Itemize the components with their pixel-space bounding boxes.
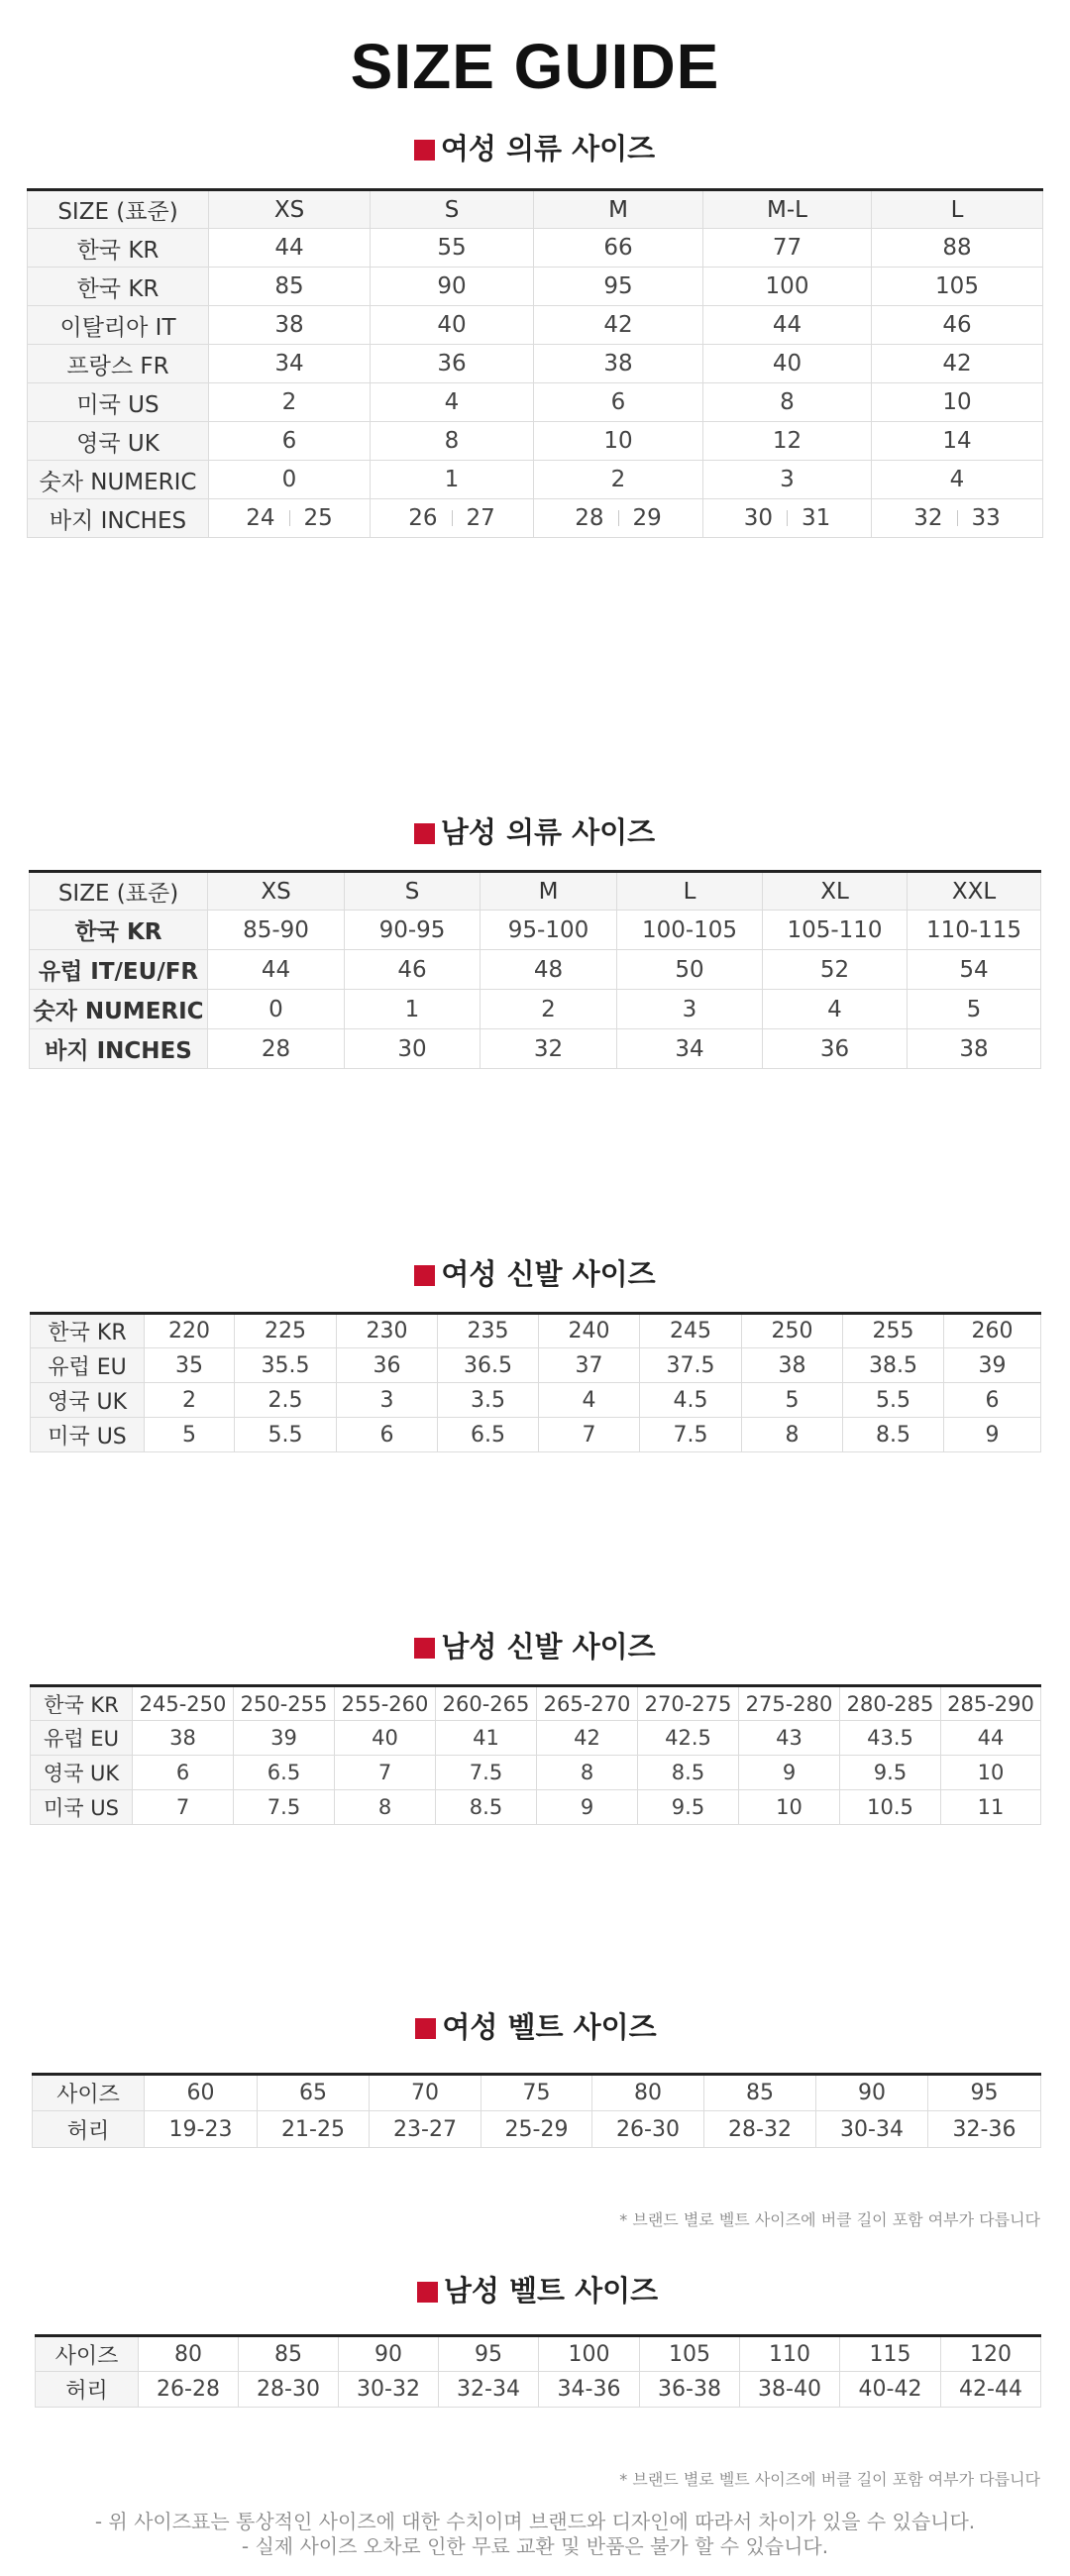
size-cell: 9 bbox=[944, 1418, 1041, 1452]
size-cell: 21-25 bbox=[258, 2111, 370, 2148]
size-cell: 90 bbox=[816, 2075, 928, 2111]
size-cell: 42 bbox=[872, 345, 1043, 383]
size-cell: 38 bbox=[742, 1348, 843, 1383]
size-cell: 90 bbox=[339, 2336, 439, 2372]
men-clothing-heading bbox=[29, 810, 1040, 854]
size-cell: 100 bbox=[539, 2336, 640, 2372]
divider bbox=[618, 510, 619, 526]
size-cell: 32-36 bbox=[928, 2111, 1041, 2148]
size-cell: 6 bbox=[337, 1418, 438, 1452]
size-cell: 42.5 bbox=[638, 1721, 739, 1756]
women-belt-heading bbox=[32, 2005, 1040, 2049]
table-row bbox=[36, 2372, 1041, 2408]
size-cell: 105 bbox=[872, 268, 1043, 306]
column-header-cell: M bbox=[534, 190, 703, 229]
size-cell: 9.5 bbox=[840, 1756, 941, 1790]
size-cell: 6 bbox=[133, 1756, 234, 1790]
section-heading-text: 여성 신발 사이즈 bbox=[441, 1257, 656, 1291]
inches-value: 28 bbox=[575, 505, 604, 531]
row-label-cell: 바지 INCHES bbox=[30, 1029, 208, 1069]
table-row bbox=[28, 268, 1043, 306]
row-label-cell: 영국 UK bbox=[31, 1756, 133, 1790]
table-row bbox=[33, 2111, 1041, 2148]
size-cell: 220 bbox=[145, 1314, 235, 1348]
column-header-cell: S bbox=[345, 872, 481, 911]
size-cell: 0 bbox=[208, 990, 345, 1029]
table-row bbox=[31, 1383, 1041, 1418]
size-cell: 36 bbox=[763, 1029, 908, 1069]
size-cell: 44 bbox=[941, 1721, 1041, 1756]
section-heading-text: 여성 의류 사이즈 bbox=[440, 132, 656, 165]
size-cell: 80 bbox=[592, 2075, 704, 2111]
size-cell: 40 bbox=[703, 345, 872, 383]
size-cell: 2 bbox=[145, 1383, 235, 1418]
row-label-cell: 한국 KR bbox=[31, 1686, 133, 1721]
size-cell: 110 bbox=[740, 2336, 840, 2372]
row-label-cell: 사이즈 bbox=[33, 2075, 145, 2111]
table-row bbox=[28, 461, 1043, 499]
column-header-cell: L bbox=[872, 190, 1043, 229]
column-header-cell: XXL bbox=[908, 872, 1041, 911]
table-row bbox=[31, 1790, 1041, 1825]
inches-value: 31 bbox=[802, 505, 831, 531]
size-cell: 11 bbox=[941, 1790, 1041, 1825]
row-label-cell: 한국 KR bbox=[28, 268, 209, 306]
size-cell: 43.5 bbox=[840, 1721, 941, 1756]
size-cell: 37.5 bbox=[640, 1348, 742, 1383]
size-cell: 250 bbox=[742, 1314, 843, 1348]
inches-value: 26 bbox=[408, 505, 438, 531]
size-cell: 32-34 bbox=[439, 2372, 539, 2408]
size-cell: 10.5 bbox=[840, 1790, 941, 1825]
size-cell: 70 bbox=[370, 2075, 482, 2111]
inches-value: 32 bbox=[913, 505, 943, 531]
size-cell: 245-250 bbox=[133, 1686, 234, 1721]
size-cell: 2 bbox=[209, 383, 371, 422]
size-cell: 4 bbox=[872, 461, 1043, 499]
size-cell: 95 bbox=[928, 2075, 1041, 2111]
size-cell: 8.5 bbox=[638, 1756, 739, 1790]
size-cell: 8 bbox=[371, 422, 534, 461]
size-cell: 38 bbox=[209, 306, 371, 345]
row-label-cell: 허리 bbox=[36, 2372, 139, 2408]
women-shoes-heading bbox=[30, 1252, 1040, 1296]
row-label-cell: 유럽 EU bbox=[31, 1721, 133, 1756]
size-cell: 115 bbox=[840, 2336, 941, 2372]
table-row bbox=[28, 190, 1043, 229]
men-shoes-table bbox=[30, 1684, 1041, 1825]
table-row bbox=[28, 306, 1043, 345]
size-cell: 0 bbox=[209, 461, 371, 499]
table-row bbox=[30, 1029, 1041, 1069]
size-cell: 77 bbox=[703, 229, 872, 268]
belt-note: * 브랜드 별로 벨트 사이즈에 버클 길이 포함 여부가 다릅니다 bbox=[619, 2470, 1040, 2489]
column-header-cell: M-L bbox=[703, 190, 872, 229]
inches-value: 25 bbox=[303, 505, 333, 531]
table-row bbox=[28, 422, 1043, 461]
size-cell: 3.5 bbox=[438, 1383, 539, 1418]
size-cell: 8 bbox=[537, 1756, 638, 1790]
row-label-cell: 영국 UK bbox=[31, 1383, 145, 1418]
size-cell: 25-29 bbox=[482, 2111, 592, 2148]
inches-value: 33 bbox=[971, 505, 1001, 531]
row-label-cell: 숫자 NUMERIC bbox=[30, 990, 208, 1029]
size-cell: 34-36 bbox=[539, 2372, 640, 2408]
size-cell: 100 bbox=[703, 268, 872, 306]
women-clothing-heading bbox=[27, 127, 1042, 170]
size-cell: 250-255 bbox=[234, 1686, 335, 1721]
row-label-cell: 미국 US bbox=[31, 1790, 133, 1825]
size-cell: 42 bbox=[534, 306, 703, 345]
size-cell: 260 bbox=[944, 1314, 1041, 1348]
size-cell: 35.5 bbox=[235, 1348, 337, 1383]
table-row bbox=[31, 1756, 1041, 1790]
men-shoes-section bbox=[30, 1625, 1040, 1932]
men-clothing-table bbox=[29, 870, 1041, 1069]
red-square-icon bbox=[414, 1638, 435, 1659]
men-belt-table bbox=[35, 2334, 1041, 2408]
size-cell: 38 bbox=[908, 1029, 1041, 1069]
size-cell: 39 bbox=[944, 1348, 1041, 1383]
size-cell: 50 bbox=[617, 950, 763, 990]
size-cell: 65 bbox=[258, 2075, 370, 2111]
size-cell: 38 bbox=[534, 345, 703, 383]
men-belt-section bbox=[35, 2269, 1040, 2497]
size-cell: 80 bbox=[139, 2336, 239, 2372]
table-row bbox=[28, 229, 1043, 268]
size-cell: 39 bbox=[234, 1721, 335, 1756]
size-cell: 90-95 bbox=[345, 911, 481, 950]
footer-line-1: - 위 사이즈표는 통상적인 사이즈에 대한 수치이며 브랜드와 디자인에 따라서 차이가 있을 수 있습니다. bbox=[94, 2510, 976, 2533]
size-cell: 255-260 bbox=[335, 1686, 436, 1721]
size-cell: 44 bbox=[703, 306, 872, 345]
men-shoes-heading bbox=[30, 1625, 1040, 1668]
size-cell: 52 bbox=[763, 950, 908, 990]
column-header-cell: S bbox=[371, 190, 534, 229]
size-cell: 105 bbox=[640, 2336, 740, 2372]
column-header-cell: XS bbox=[208, 872, 345, 911]
section-heading-text: 여성 벨트 사이즈 bbox=[442, 2010, 657, 2044]
size-cell: 265-270 bbox=[537, 1686, 638, 1721]
size-cell: 55 bbox=[371, 229, 534, 268]
size-cell: 85 bbox=[209, 268, 371, 306]
size-cell: 285-290 bbox=[941, 1686, 1041, 1721]
row-label-cell: 유럽 IT/EU/FR bbox=[30, 950, 208, 990]
size-cell: 240 bbox=[539, 1314, 640, 1348]
inches-value: 30 bbox=[743, 505, 773, 531]
inches-pair-cell bbox=[703, 499, 872, 538]
table-row bbox=[28, 499, 1043, 538]
table-row bbox=[28, 383, 1043, 422]
size-cell: 7.5 bbox=[640, 1418, 742, 1452]
size-cell: 255 bbox=[843, 1314, 944, 1348]
size-cell: 7 bbox=[539, 1418, 640, 1452]
women-shoes-table bbox=[30, 1312, 1041, 1452]
size-cell: 6.5 bbox=[438, 1418, 539, 1452]
table-row bbox=[31, 1686, 1041, 1721]
size-cell: 2.5 bbox=[235, 1383, 337, 1418]
size-cell: 7.5 bbox=[436, 1756, 537, 1790]
women-belt-table bbox=[32, 2073, 1041, 2148]
size-cell: 19-23 bbox=[145, 2111, 258, 2148]
size-cell: 14 bbox=[872, 422, 1043, 461]
row-label-cell: 한국 KR bbox=[30, 911, 208, 950]
size-cell: 1 bbox=[371, 461, 534, 499]
row-label-cell: 프랑스 FR bbox=[28, 345, 209, 383]
table-row bbox=[36, 2336, 1041, 2372]
size-cell: 35 bbox=[145, 1348, 235, 1383]
size-cell: 225 bbox=[235, 1314, 337, 1348]
size-cell: 275-280 bbox=[739, 1686, 840, 1721]
size-cell: 10 bbox=[739, 1790, 840, 1825]
section-heading-text: 남성 벨트 사이즈 bbox=[443, 2274, 659, 2308]
size-cell: 44 bbox=[209, 229, 371, 268]
size-cell: 4 bbox=[371, 383, 534, 422]
table-row bbox=[31, 1721, 1041, 1756]
size-cell: 4 bbox=[539, 1383, 640, 1418]
red-square-icon bbox=[417, 2282, 438, 2303]
size-cell: 6 bbox=[534, 383, 703, 422]
size-cell: 4 bbox=[763, 990, 908, 1029]
size-cell: 12 bbox=[703, 422, 872, 461]
size-cell: 40 bbox=[371, 306, 534, 345]
footer-line-2: - 실제 사이즈 오차로 인한 무료 교환 및 반품은 불가 할 수 있습니다. bbox=[241, 2534, 829, 2558]
size-cell: 95 bbox=[439, 2336, 539, 2372]
size-cell: 28-32 bbox=[704, 2111, 816, 2148]
size-cell: 90 bbox=[371, 268, 534, 306]
size-cell: 85 bbox=[704, 2075, 816, 2111]
inches-pair-cell bbox=[872, 499, 1043, 538]
row-label-cell: 미국 US bbox=[31, 1418, 145, 1452]
men-clothing-section bbox=[29, 810, 1040, 1207]
inches-value: 29 bbox=[632, 505, 662, 531]
inches-value: 27 bbox=[466, 505, 495, 531]
size-cell: 66 bbox=[534, 229, 703, 268]
size-cell: 1 bbox=[345, 990, 481, 1029]
size-cell: 36-38 bbox=[640, 2372, 740, 2408]
size-cell: 8.5 bbox=[843, 1418, 944, 1452]
inches-pair-cell bbox=[371, 499, 534, 538]
size-cell: 41 bbox=[436, 1721, 537, 1756]
red-square-icon bbox=[415, 2018, 436, 2039]
size-cell: 260-265 bbox=[436, 1686, 537, 1721]
size-cell: 245 bbox=[640, 1314, 742, 1348]
page-title: SIZE GUIDE bbox=[350, 31, 720, 102]
red-square-icon bbox=[414, 823, 435, 844]
size-cell: 30 bbox=[345, 1029, 481, 1069]
size-cell: 38-40 bbox=[740, 2372, 840, 2408]
size-cell: 32 bbox=[481, 1029, 617, 1069]
size-cell: 9 bbox=[739, 1756, 840, 1790]
size-cell: 46 bbox=[345, 950, 481, 990]
table-row bbox=[30, 990, 1041, 1029]
row-label-cell: 허리 bbox=[33, 2111, 145, 2148]
column-header-cell: M bbox=[481, 872, 617, 911]
size-cell: 105-110 bbox=[763, 911, 908, 950]
size-cell: 8 bbox=[335, 1790, 436, 1825]
size-cell: 28 bbox=[208, 1029, 345, 1069]
table-row bbox=[30, 872, 1041, 911]
size-cell: 95-100 bbox=[481, 911, 617, 950]
column-header-cell: L bbox=[617, 872, 763, 911]
size-cell: 120 bbox=[941, 2336, 1041, 2372]
size-cell: 270-275 bbox=[638, 1686, 739, 1721]
women-shoes-section bbox=[30, 1252, 1040, 1559]
size-cell: 40-42 bbox=[840, 2372, 941, 2408]
size-cell: 5 bbox=[742, 1383, 843, 1418]
size-cell: 5 bbox=[908, 990, 1041, 1029]
size-cell: 43 bbox=[739, 1721, 840, 1756]
size-cell: 30-34 bbox=[816, 2111, 928, 2148]
column-header-cell: XS bbox=[209, 190, 371, 229]
red-square-icon bbox=[414, 140, 435, 161]
size-cell: 46 bbox=[872, 306, 1043, 345]
size-cell: 40 bbox=[335, 1721, 436, 1756]
size-cell: 75 bbox=[482, 2075, 592, 2111]
table-row bbox=[30, 911, 1041, 950]
size-cell: 230 bbox=[337, 1314, 438, 1348]
row-label-cell: 한국 KR bbox=[31, 1314, 145, 1348]
size-cell: 44 bbox=[208, 950, 345, 990]
inches-pair-cell bbox=[209, 499, 371, 538]
row-label-cell: 미국 US bbox=[28, 383, 209, 422]
size-cell: 60 bbox=[145, 2075, 258, 2111]
inches-value: 24 bbox=[246, 505, 275, 531]
size-cell: 100-105 bbox=[617, 911, 763, 950]
size-cell: 110-115 bbox=[908, 911, 1041, 950]
size-cell: 37 bbox=[539, 1348, 640, 1383]
size-cell: 85-90 bbox=[208, 911, 345, 950]
size-cell: 280-285 bbox=[840, 1686, 941, 1721]
divider bbox=[787, 510, 788, 526]
belt-note: * 브랜드 별로 벨트 사이즈에 버클 길이 포함 여부가 다릅니다 bbox=[619, 2210, 1040, 2229]
size-cell: 9.5 bbox=[638, 1790, 739, 1825]
size-cell: 6 bbox=[209, 422, 371, 461]
women-belt-section bbox=[32, 2005, 1040, 2233]
size-cell: 42 bbox=[537, 1721, 638, 1756]
size-cell: 9 bbox=[537, 1790, 638, 1825]
row-label-cell: 유럽 EU bbox=[31, 1348, 145, 1383]
size-cell: 26-30 bbox=[592, 2111, 704, 2148]
row-label-cell: SIZE (표준) bbox=[28, 190, 209, 229]
divider bbox=[957, 510, 958, 526]
column-header-cell: XL bbox=[763, 872, 908, 911]
size-cell: 2 bbox=[481, 990, 617, 1029]
size-cell: 6 bbox=[944, 1383, 1041, 1418]
size-cell: 26-28 bbox=[139, 2372, 239, 2408]
size-cell: 10 bbox=[941, 1756, 1041, 1790]
table-row bbox=[31, 1348, 1041, 1383]
size-cell: 235 bbox=[438, 1314, 539, 1348]
table-row bbox=[28, 345, 1043, 383]
size-cell: 6.5 bbox=[234, 1756, 335, 1790]
size-cell: 3 bbox=[617, 990, 763, 1029]
size-cell: 5.5 bbox=[843, 1383, 944, 1418]
size-cell: 36.5 bbox=[438, 1348, 539, 1383]
size-cell: 42-44 bbox=[941, 2372, 1041, 2408]
women-clothing-section bbox=[27, 127, 1042, 781]
size-cell: 88 bbox=[872, 229, 1043, 268]
row-label-cell: 영국 UK bbox=[28, 422, 209, 461]
size-cell: 3 bbox=[337, 1383, 438, 1418]
size-cell: 8.5 bbox=[436, 1790, 537, 1825]
size-cell: 7 bbox=[335, 1756, 436, 1790]
size-cell: 7.5 bbox=[234, 1790, 335, 1825]
size-cell: 8 bbox=[742, 1418, 843, 1452]
size-cell: 10 bbox=[872, 383, 1043, 422]
size-cell: 38 bbox=[133, 1721, 234, 1756]
size-cell: 2 bbox=[534, 461, 703, 499]
size-cell: 23-27 bbox=[370, 2111, 482, 2148]
size-cell: 28-30 bbox=[239, 2372, 339, 2408]
size-cell: 10 bbox=[534, 422, 703, 461]
size-cell: 38.5 bbox=[843, 1348, 944, 1383]
size-cell: 95 bbox=[534, 268, 703, 306]
red-square-icon bbox=[414, 1265, 435, 1286]
size-cell: 5 bbox=[145, 1418, 235, 1452]
size-cell: 3 bbox=[703, 461, 872, 499]
size-cell: 48 bbox=[481, 950, 617, 990]
row-label-cell: 한국 KR bbox=[28, 229, 209, 268]
section-heading-text: 남성 신발 사이즈 bbox=[441, 1630, 656, 1664]
table-row bbox=[30, 950, 1041, 990]
size-cell: 8 bbox=[703, 383, 872, 422]
size-cell: 4.5 bbox=[640, 1383, 742, 1418]
men-belt-heading bbox=[35, 2269, 1040, 2312]
row-label-cell: 숫자 NUMERIC bbox=[28, 461, 209, 499]
women-clothing-table bbox=[27, 188, 1043, 538]
row-label-cell: SIZE (표준) bbox=[30, 872, 208, 911]
divider bbox=[452, 510, 453, 526]
row-label-cell: 이탈리아 IT bbox=[28, 306, 209, 345]
size-cell: 36 bbox=[371, 345, 534, 383]
size-cell: 54 bbox=[908, 950, 1041, 990]
size-cell: 85 bbox=[239, 2336, 339, 2372]
size-cell: 5.5 bbox=[235, 1418, 337, 1452]
table-row bbox=[31, 1314, 1041, 1348]
table-row bbox=[33, 2075, 1041, 2111]
row-label-cell: 사이즈 bbox=[36, 2336, 139, 2372]
table-row bbox=[31, 1418, 1041, 1452]
row-label-cell: 바지 INCHES bbox=[28, 499, 209, 538]
size-cell: 36 bbox=[337, 1348, 438, 1383]
section-heading-text: 남성 의류 사이즈 bbox=[440, 815, 656, 849]
inches-pair-cell bbox=[534, 499, 703, 538]
size-cell: 34 bbox=[209, 345, 371, 383]
size-cell: 7 bbox=[133, 1790, 234, 1825]
size-cell: 30-32 bbox=[339, 2372, 439, 2408]
divider bbox=[289, 510, 290, 526]
size-cell: 34 bbox=[617, 1029, 763, 1069]
